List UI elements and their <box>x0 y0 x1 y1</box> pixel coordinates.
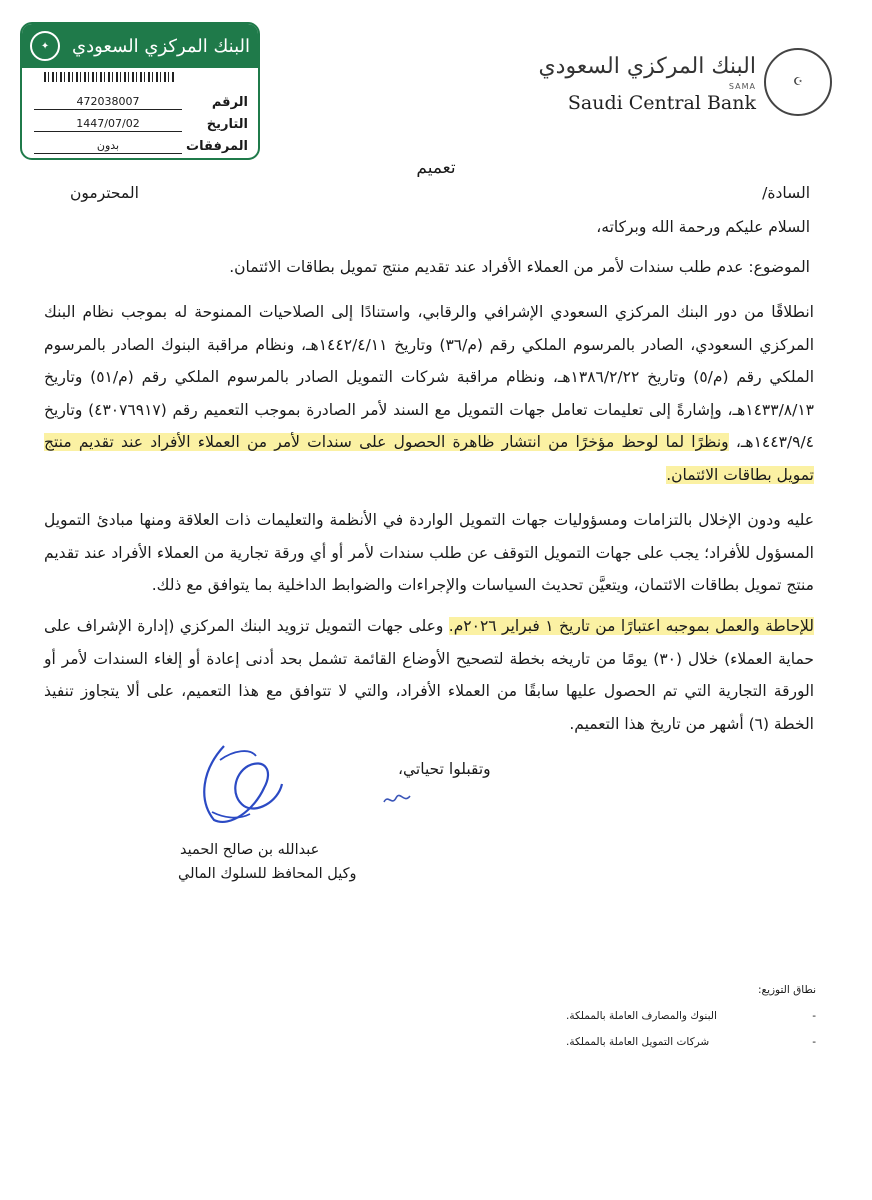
reference-attachments-row <box>34 132 248 154</box>
distribution-item-2: شركات التمويل العاملة بالمملكة. <box>566 1036 710 1048</box>
reference-box <box>20 22 260 160</box>
distribution-heading: نطاق التوزيع: <box>757 984 816 996</box>
salutation-right: السادة/ <box>762 184 810 202</box>
paragraph-2-text: عليه ودون الإخلال بالتزامات ومسؤوليات جهات التمويل الواردة في الأنظمة والتعليمات ذات العلاقة ومنها مبادئ التمويل المسؤول للأفراد؛ يجب على جهات التمويل التوقف عن طلب سندات لأمر أو أي ورقة تجارية من العملاء الأفراد عند تقديم منتج تمويل بطاقات الائتمان، ويتعيَّن تحديث السياسات والإجراءات والضوابط الداخلية بما يتوافق مع ذلك. <box>44 511 814 594</box>
logo-arabic-name: البنك المركزي السعودي <box>538 54 756 79</box>
reference-number-value: 472038007 <box>34 95 182 110</box>
emblem-icon: ✦ <box>30 31 60 61</box>
sama-emblem-icon: ☪ <box>764 48 832 116</box>
reference-number-row <box>34 88 248 110</box>
reference-box-header <box>22 24 258 68</box>
paragraph-1-highlight: ونظرًا لما لوحظ مؤخرًا من انتشار ظاهرة الحصول على سندات لأمر من العملاء الأفراد عند تقديم منتج تمويل بطاقات الائتمان. <box>44 433 814 484</box>
reference-attachments-label: المرفقات <box>186 139 248 154</box>
distribution-bullet: - <box>812 1010 816 1022</box>
salutation-left: المحترمون <box>70 184 139 202</box>
paragraph-2 <box>44 504 814 602</box>
distribution-list <box>566 984 816 1062</box>
greeting: السلام عليكم ورحمة الله وبركاته، <box>596 218 810 236</box>
logo-abbr: SAMA <box>728 82 756 91</box>
distribution-bullet: - <box>812 1036 816 1048</box>
paragraph-1-text: انطلاقًا من دور البنك المركزي السعودي الإشرافي والرقابي، واستنادًا إلى الصلاحيات الممنوحة له بموجب نظام البنك المركزي السعودي، الصادر بالمرسوم الملكي رقم (م/٣٦) وتاريخ ١٤٤٢/٤/١١هـ، ونظام مراقبة البنوك الصادر بالمرسوم الملكي رقم (م/٥) وتاريخ ١٣٨٦/٢/٢٢هـ، ونظام مراقبة شركات التمويل الصادر بالمرسوم الملكي رقم (م/٥١) وتاريخ ١٤٣٣/٨/١٣هـ، وإشارةً إلى تعليمات تعامل جهات التمويل مع السند لأمر الصادرة بموجب التعميم رقم (٤٣٠٧٦٩١٧) وتاريخ ١٤٤٣/٩/٤هـ، <box>44 303 814 451</box>
reference-number-label: الرقم <box>211 95 248 110</box>
reference-date-value: 1447/07/02 <box>34 117 182 132</box>
signatory-title: وكيل المحافظ للسلوك المالي <box>178 866 357 882</box>
initial-mark-icon <box>382 792 412 808</box>
closing-line: وتقبلوا تحياتي، <box>398 760 491 778</box>
signatory-name: عبدالله بن صالح الحميد <box>180 842 320 858</box>
paragraph-1 <box>44 296 814 491</box>
logo-english-name: Saudi Central Bank <box>567 92 756 114</box>
paragraph-3 <box>44 610 814 740</box>
reference-date-row <box>34 110 248 132</box>
signature-icon <box>194 740 286 830</box>
distribution-item-1: البنوك والمصارف العاملة بالمملكة. <box>566 1010 717 1022</box>
paragraph-3-text: وعلى جهات التمويل تزويد البنك المركزي (إدارة الإشراف على حماية العملاء) خلال (٣٠) يومًا من تاريخه بخطة لتصحيح الأوضاع القائمة تشمل بحد أدنى إعادة أو إلغاء السندات لأمر أو الورقة التجارية التي تم الحصول عليها سابقًا من العملاء الأفراد، والتي لا تتوافق مع هذا التعميم، على ألا يتجاوز تنفيذ الخطة (٦) أشهر من تاريخ هذا التعميم. <box>44 617 814 733</box>
document-title: تعميم <box>416 158 456 178</box>
sama-logo <box>538 48 832 122</box>
reference-date-label: التاريخ <box>206 117 248 132</box>
list-item <box>566 1036 816 1048</box>
barcode-icon <box>44 72 174 82</box>
paragraph-3-highlight: للإحاطة والعمل بموجبه اعتبارًا من تاريخ ١ فبراير ٢٠٢٦م. <box>448 617 814 635</box>
reference-header-logo-text: البنك المركزي السعودي <box>72 35 251 57</box>
subject-line: الموضوع: عدم طلب سندات لأمر من العملاء الأفراد عند تقديم منتج تمويل بطاقات الائتمان. <box>229 258 810 276</box>
list-item <box>566 1010 816 1022</box>
reference-attachments-value: بدون <box>34 139 182 154</box>
